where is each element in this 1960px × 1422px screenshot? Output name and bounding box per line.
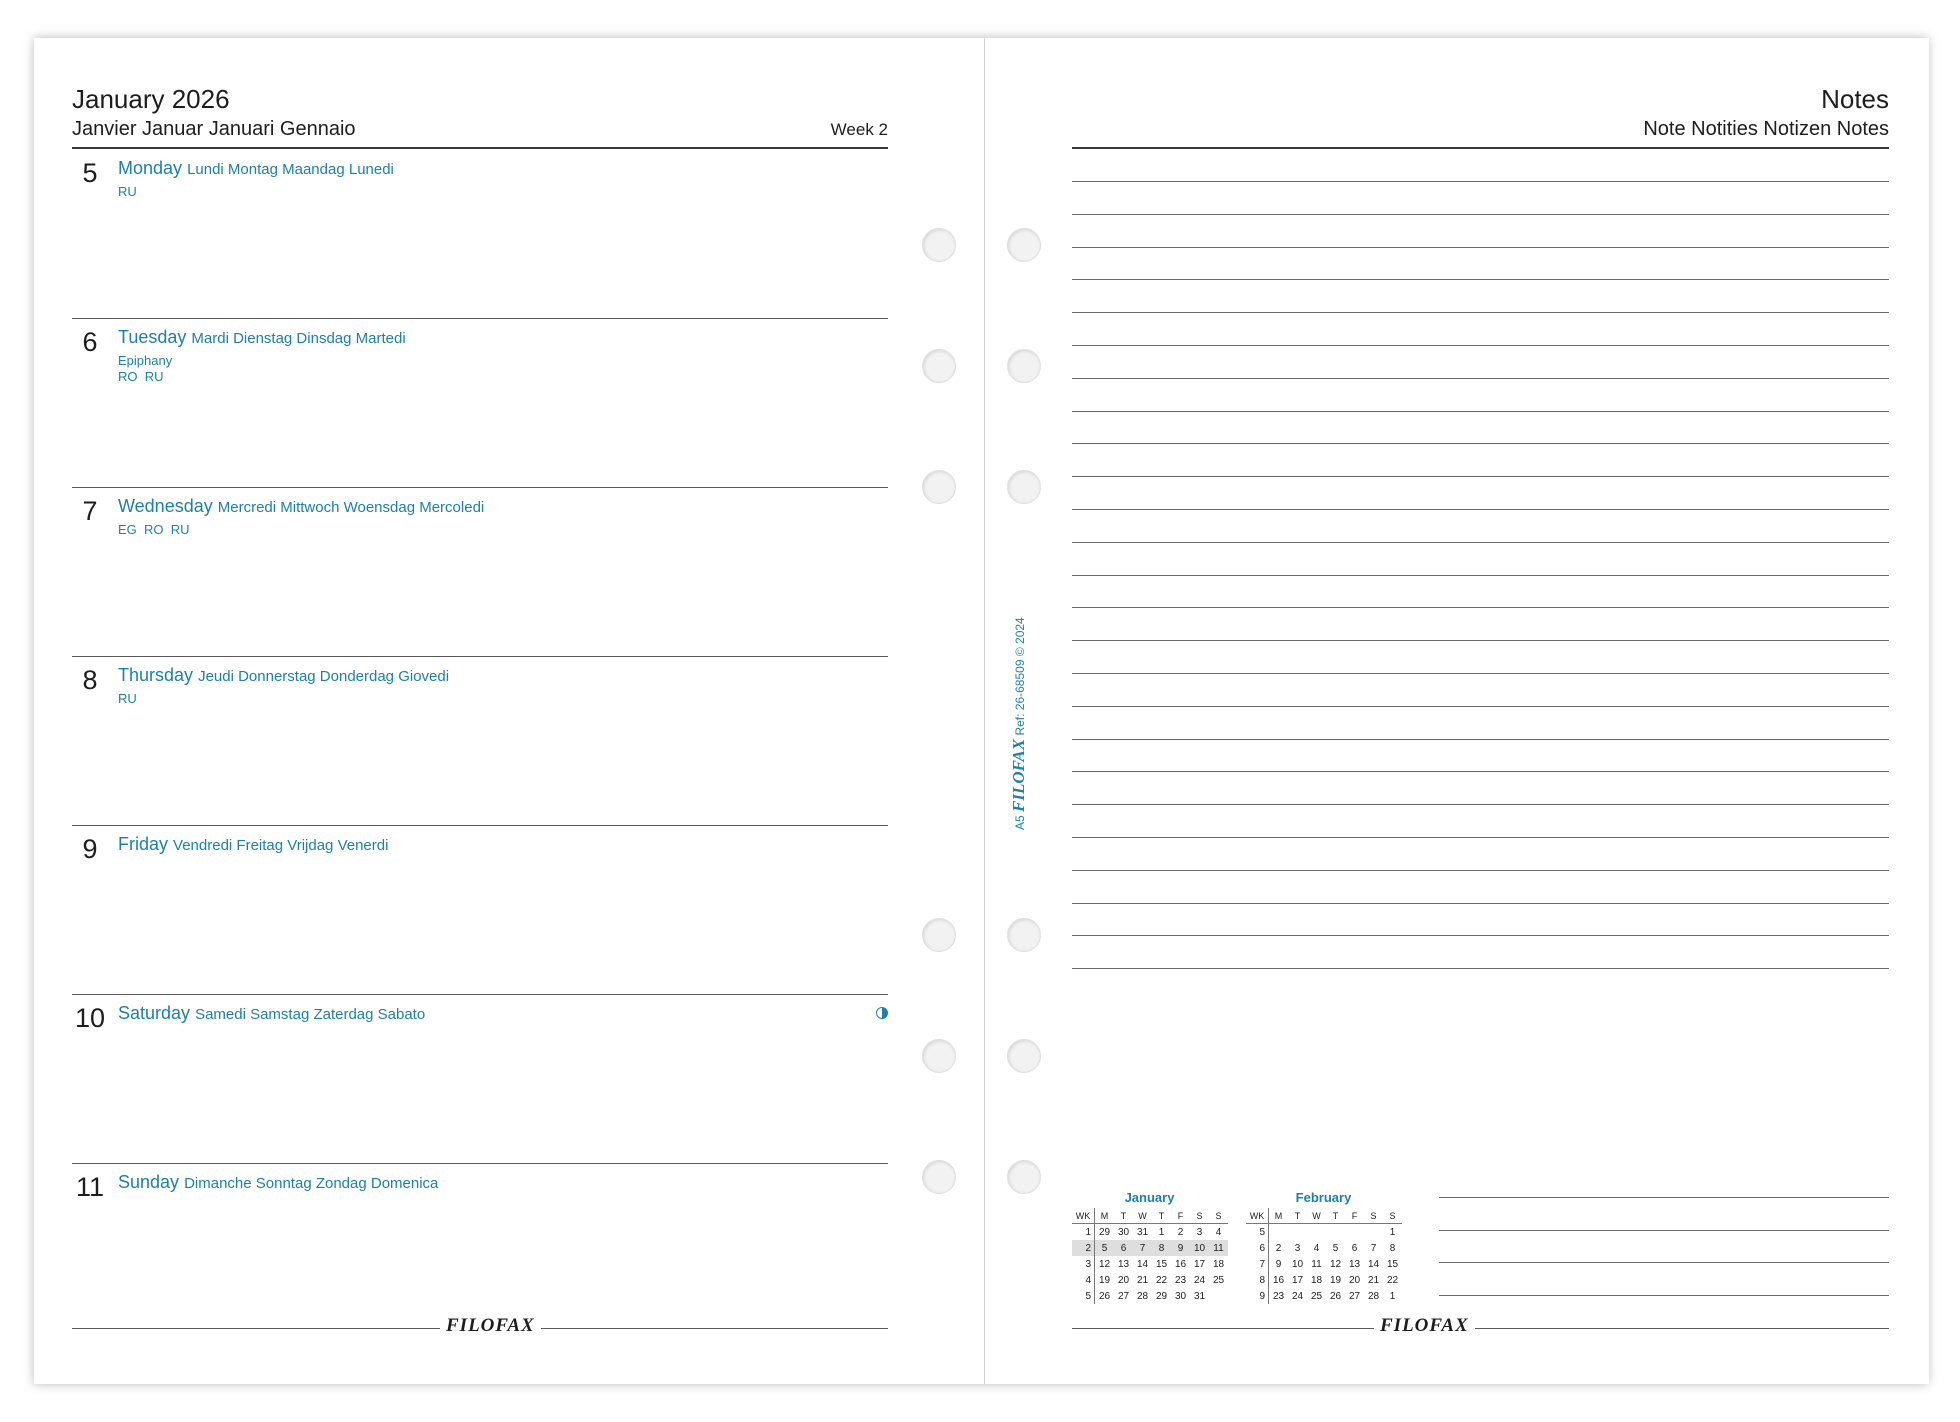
- week-number: 2: [1072, 1240, 1095, 1256]
- mini-calendar-day[interactable]: [1209, 1288, 1228, 1304]
- month-translations: Janvier Januar Januari Gennaio: [72, 118, 356, 140]
- week-number: 9: [1246, 1288, 1269, 1304]
- note-line-short[interactable]: [1439, 1295, 1889, 1296]
- note-line[interactable]: [1072, 312, 1889, 313]
- mini-calendar-day[interactable]: 3: [1294, 1242, 1301, 1254]
- notes-page: [984, 38, 1929, 1384]
- mini-calendar-header: S: [1209, 1208, 1228, 1224]
- note-line-short[interactable]: [1439, 1197, 1889, 1198]
- binder-hole: [1007, 228, 1041, 262]
- mini-calendar-header: S: [1364, 1208, 1383, 1224]
- mini-calendar-day[interactable]: 24: [1291, 1290, 1304, 1302]
- note-line[interactable]: [1072, 181, 1889, 182]
- day-number: 9: [82, 834, 98, 864]
- mini-calendar-day[interactable]: 9: [1275, 1258, 1282, 1270]
- mini-calendar-day[interactable]: 22: [1155, 1274, 1168, 1286]
- mini-calendar-day[interactable]: 18: [1310, 1274, 1323, 1286]
- day-name: [118, 1003, 425, 1024]
- mini-calendar-header: T: [1326, 1208, 1345, 1224]
- mini-calendar-week: [1246, 1256, 1402, 1272]
- note-line[interactable]: [1072, 673, 1889, 674]
- mini-calendar-day[interactable]: 2: [1177, 1226, 1184, 1238]
- note-line[interactable]: [1072, 771, 1889, 772]
- mini-calendar-day[interactable]: 16: [1272, 1274, 1285, 1286]
- mini-calendar-day[interactable]: 6: [1351, 1242, 1358, 1254]
- mini-calendar-day[interactable]: 13: [1117, 1258, 1130, 1270]
- week-number: 1: [1072, 1224, 1095, 1241]
- mini-calendar-day[interactable]: 14: [1367, 1258, 1380, 1270]
- mini-calendar-header: S: [1190, 1208, 1209, 1224]
- note-line[interactable]: [1072, 607, 1889, 608]
- mini-calendar-day[interactable]: 7: [1370, 1242, 1377, 1254]
- mini-calendar-header: WK: [1246, 1208, 1269, 1224]
- day-name-translations: Samedi Samstag Zaterdag Sabato: [195, 1006, 426, 1023]
- mini-calendar-day[interactable]: 21: [1136, 1274, 1149, 1286]
- day-name-en: Friday: [118, 834, 169, 854]
- binder-hole: [922, 1039, 956, 1073]
- mini-calendar-day[interactable]: 1: [1389, 1226, 1396, 1238]
- day-row[interactable]: [72, 150, 888, 319]
- binder-hole: [922, 918, 956, 952]
- mini-calendar-day[interactable]: [1307, 1224, 1326, 1241]
- binder-hole: [922, 1160, 956, 1194]
- note-line[interactable]: [1072, 345, 1889, 346]
- day-notes: [118, 522, 190, 538]
- mini-calendar-day[interactable]: 8: [1152, 1240, 1171, 1256]
- note-line-short[interactable]: [1439, 1230, 1889, 1231]
- mini-calendar-day[interactable]: 23: [1174, 1274, 1187, 1286]
- binder-hole: [1007, 470, 1041, 504]
- mini-calendar-day[interactable]: 18: [1212, 1258, 1225, 1270]
- mini-calendar-week: [1072, 1224, 1228, 1241]
- week-number: 5: [1246, 1224, 1269, 1241]
- note-line[interactable]: [1072, 903, 1889, 904]
- mini-calendar-day[interactable]: 10: [1190, 1240, 1209, 1256]
- note-line[interactable]: [1072, 870, 1889, 871]
- day-name-en: Tuesday: [118, 327, 187, 347]
- mini-calendar-header: W: [1307, 1208, 1326, 1224]
- note-line[interactable]: [1072, 411, 1889, 412]
- mini-calendar-day[interactable]: 1: [1389, 1290, 1396, 1302]
- note-line[interactable]: [1072, 214, 1889, 215]
- day-notes: [118, 353, 172, 385]
- day-note: RO RU: [118, 369, 164, 384]
- mini-calendar-day[interactable]: 29: [1155, 1290, 1168, 1302]
- notes-header-rule: [1072, 147, 1889, 149]
- day-number: 11: [75, 1172, 105, 1202]
- mini-calendar-day[interactable]: [1364, 1224, 1383, 1241]
- mini-calendar-header: S: [1383, 1208, 1402, 1224]
- day-name-translations: Vendredi Freitag Vrijdag Venerdi: [173, 837, 389, 854]
- day-note: EG RO RU: [118, 522, 190, 537]
- note-line-short[interactable]: [1439, 1262, 1889, 1263]
- mini-calendar-day[interactable]: 17: [1193, 1258, 1206, 1270]
- note-line[interactable]: [1072, 247, 1889, 248]
- mini-calendar-day[interactable]: 11: [1209, 1240, 1228, 1256]
- day-note: RU: [118, 691, 137, 706]
- day-name: [118, 834, 388, 855]
- note-line[interactable]: [1072, 968, 1889, 969]
- mini-calendar-day[interactable]: 19: [1329, 1274, 1342, 1286]
- mini-calendar-day[interactable]: 15: [1155, 1258, 1168, 1270]
- mini-calendar-day[interactable]: [1288, 1224, 1307, 1241]
- moon-phase-icon: [876, 1007, 888, 1019]
- notes-translations: Note Notities Notizen Notes: [1643, 118, 1889, 140]
- mini-calendar-week: [1072, 1256, 1228, 1272]
- mini-calendar-header: T: [1152, 1208, 1171, 1224]
- mini-calendar-day[interactable]: 26: [1098, 1290, 1111, 1302]
- mini-calendar-day[interactable]: 17: [1291, 1274, 1304, 1286]
- day-note: RU: [118, 184, 137, 199]
- mini-calendar-day[interactable]: 24: [1193, 1274, 1206, 1286]
- notes-title: Notes: [1821, 84, 1889, 114]
- mini-calendar-day[interactable]: 25: [1212, 1274, 1225, 1286]
- binder-hole: [1007, 1039, 1041, 1073]
- note-line[interactable]: [1072, 542, 1889, 543]
- mini-calendar-week: [1246, 1240, 1402, 1256]
- week-number: 5: [1072, 1288, 1095, 1304]
- week-number: 8: [1246, 1272, 1269, 1288]
- mini-calendar-day[interactable]: 5: [1095, 1240, 1115, 1256]
- mini-calendar-day[interactable]: 30: [1174, 1290, 1187, 1302]
- mini-calendar-header: T: [1114, 1208, 1133, 1224]
- ref-number: Ref: 26-68509 © 2024: [1013, 617, 1027, 736]
- mini-calendar-day[interactable]: 5: [1332, 1242, 1339, 1254]
- mini-calendar-day[interactable]: 10: [1291, 1258, 1304, 1270]
- filofax-logo: FILOFAX: [1374, 1315, 1475, 1337]
- ref-brand: FILOFAX: [1009, 738, 1028, 812]
- mini-calendar-day[interactable]: 12: [1329, 1258, 1342, 1270]
- note-line[interactable]: [1072, 640, 1889, 641]
- month-title: January 2026: [72, 84, 230, 114]
- day-name-en: Monday: [118, 158, 183, 178]
- mini-calendar-day[interactable]: 12: [1098, 1258, 1111, 1270]
- week-label: Week 2: [830, 120, 888, 139]
- mini-calendar-header: M: [1095, 1208, 1115, 1224]
- mini-calendar-day[interactable]: 29: [1098, 1226, 1111, 1238]
- mini-calendar-day[interactable]: 27: [1348, 1290, 1361, 1302]
- note-line[interactable]: [1072, 279, 1889, 280]
- day-name: [118, 327, 406, 348]
- mini-calendar-day[interactable]: 26: [1329, 1290, 1342, 1302]
- day-notes: [118, 184, 137, 200]
- note-line[interactable]: [1072, 739, 1889, 740]
- mini-calendar-day[interactable]: 20: [1348, 1274, 1361, 1286]
- binder-hole: [1007, 918, 1041, 952]
- mini-calendar-header: W: [1133, 1208, 1152, 1224]
- mini-calendar-title: January: [1124, 1190, 1175, 1205]
- notes-footer-rule: [1072, 1328, 1889, 1329]
- day-name-en: Wednesday: [118, 496, 213, 516]
- day-row[interactable]: [72, 488, 888, 657]
- mini-calendar-header: F: [1345, 1208, 1364, 1224]
- mini-calendar-day[interactable]: 27: [1117, 1290, 1130, 1302]
- day-name: [118, 496, 484, 517]
- mini-calendar-week: [1072, 1240, 1228, 1256]
- day-number: 8: [82, 665, 98, 695]
- mini-calendar-day[interactable]: 6: [1114, 1240, 1133, 1256]
- mini-calendar-day[interactable]: [1326, 1224, 1345, 1241]
- mini-calendar-day[interactable]: 23: [1272, 1290, 1285, 1302]
- day-number: 7: [82, 496, 98, 526]
- mini-calendar-day[interactable]: [1345, 1224, 1364, 1241]
- day-name: [118, 158, 394, 179]
- mini-calendar-day[interactable]: 14: [1136, 1258, 1149, 1270]
- day-name-translations: Mercredi Mittwoch Woensdag Mercoledi: [217, 499, 485, 516]
- mini-calendar-day[interactable]: 4: [1215, 1226, 1222, 1238]
- note-line[interactable]: [1072, 935, 1889, 936]
- mini-calendar-week: [1246, 1272, 1402, 1288]
- mini-calendar-week: [1072, 1288, 1228, 1304]
- week-number: 3: [1072, 1256, 1095, 1272]
- mini-calendar: [1072, 1208, 1228, 1304]
- mini-calendar-day[interactable]: 13: [1348, 1258, 1361, 1270]
- mini-calendar-week: [1072, 1272, 1228, 1288]
- binder-hole: [922, 349, 956, 383]
- mini-calendar-day[interactable]: 31: [1136, 1226, 1149, 1238]
- day-row[interactable]: [72, 319, 888, 488]
- day-row[interactable]: [72, 1164, 888, 1333]
- mini-calendar-day[interactable]: 1: [1158, 1226, 1165, 1238]
- mini-calendar-header: M: [1269, 1208, 1289, 1224]
- mini-calendar-day[interactable]: 16: [1174, 1258, 1187, 1270]
- note-line[interactable]: [1072, 378, 1889, 379]
- mini-calendar-day[interactable]: 2: [1275, 1242, 1282, 1254]
- binder-hole: [1007, 349, 1041, 383]
- mini-calendar-header: T: [1288, 1208, 1307, 1224]
- mini-calendar-header: WK: [1072, 1208, 1095, 1224]
- day-number: 5: [82, 158, 98, 188]
- day-name-en: Sunday: [118, 1172, 180, 1192]
- mini-calendar-day[interactable]: 28: [1367, 1290, 1380, 1302]
- note-line[interactable]: [1072, 575, 1889, 576]
- week-number: 7: [1246, 1256, 1269, 1272]
- mini-calendar-title: February: [1295, 1190, 1352, 1205]
- mini-calendar-day[interactable]: 31: [1193, 1290, 1206, 1302]
- mini-calendar-day[interactable]: 15: [1386, 1258, 1399, 1270]
- mini-calendar-day[interactable]: 28: [1136, 1290, 1149, 1302]
- week-number: 6: [1246, 1240, 1269, 1256]
- mini-calendar-week: [1246, 1288, 1402, 1304]
- week-number: 4: [1072, 1272, 1095, 1288]
- note-line[interactable]: [1072, 804, 1889, 805]
- binder-hole: [922, 228, 956, 262]
- mini-calendar-day[interactable]: 9: [1171, 1240, 1190, 1256]
- mini-calendar-day[interactable]: 19: [1098, 1274, 1111, 1286]
- day-row[interactable]: [72, 995, 888, 1164]
- mini-calendar-day[interactable]: 21: [1367, 1274, 1380, 1286]
- day-notes: [118, 691, 137, 707]
- day-name-translations: Jeudi Donnerstag Donderdag Giovedi: [198, 668, 450, 685]
- day-name-translations: Mardi Dienstag Dinsdag Martedi: [191, 330, 406, 347]
- week-page: [34, 38, 982, 1384]
- mini-calendar-day[interactable]: 7: [1133, 1240, 1152, 1256]
- mini-calendar-day[interactable]: [1269, 1224, 1289, 1241]
- mini-calendar-day[interactable]: 4: [1313, 1242, 1320, 1254]
- day-name-translations: Dimanche Sonntag Zondag Domenica: [184, 1175, 439, 1192]
- day-name: [118, 1172, 438, 1193]
- day-name-en: Thursday: [118, 665, 194, 685]
- day-number: 10: [74, 1003, 106, 1033]
- filofax-logo: FILOFAX: [440, 1315, 541, 1337]
- mini-calendar-header: F: [1171, 1208, 1190, 1224]
- note-line[interactable]: [1072, 706, 1889, 707]
- mini-calendar-day[interactable]: 8: [1389, 1242, 1396, 1254]
- note-line[interactable]: [1072, 837, 1889, 838]
- mini-calendar-week: [1246, 1224, 1402, 1241]
- day-row[interactable]: [72, 826, 888, 995]
- header-rule: [72, 147, 888, 149]
- day-name-translations: Lundi Montag Maandag Lunedi: [187, 161, 394, 178]
- mini-calendar-day[interactable]: 25: [1310, 1290, 1323, 1302]
- day-name-en: Saturday: [118, 1003, 191, 1023]
- note-line[interactable]: [1072, 476, 1889, 477]
- note-line[interactable]: [1072, 509, 1889, 510]
- day-row[interactable]: [72, 657, 888, 826]
- mini-calendar-day[interactable]: 20: [1117, 1274, 1130, 1286]
- ref-prefix: A5: [1013, 815, 1027, 830]
- day-number: 6: [82, 327, 98, 357]
- day-name: [118, 665, 449, 686]
- mini-calendar-day[interactable]: 22: [1386, 1274, 1399, 1286]
- reference-text: [1009, 617, 1029, 830]
- note-line[interactable]: [1072, 443, 1889, 444]
- mini-calendar-day[interactable]: 11: [1311, 1258, 1322, 1270]
- mini-calendar: [1246, 1208, 1402, 1304]
- mini-calendar-day[interactable]: 30: [1117, 1226, 1130, 1238]
- day-note: Epiphany: [118, 353, 173, 368]
- binder-hole: [1007, 1160, 1041, 1194]
- planner-spread: [34, 38, 1928, 1384]
- binder-hole: [922, 470, 956, 504]
- mini-calendar-day[interactable]: 3: [1196, 1226, 1203, 1238]
